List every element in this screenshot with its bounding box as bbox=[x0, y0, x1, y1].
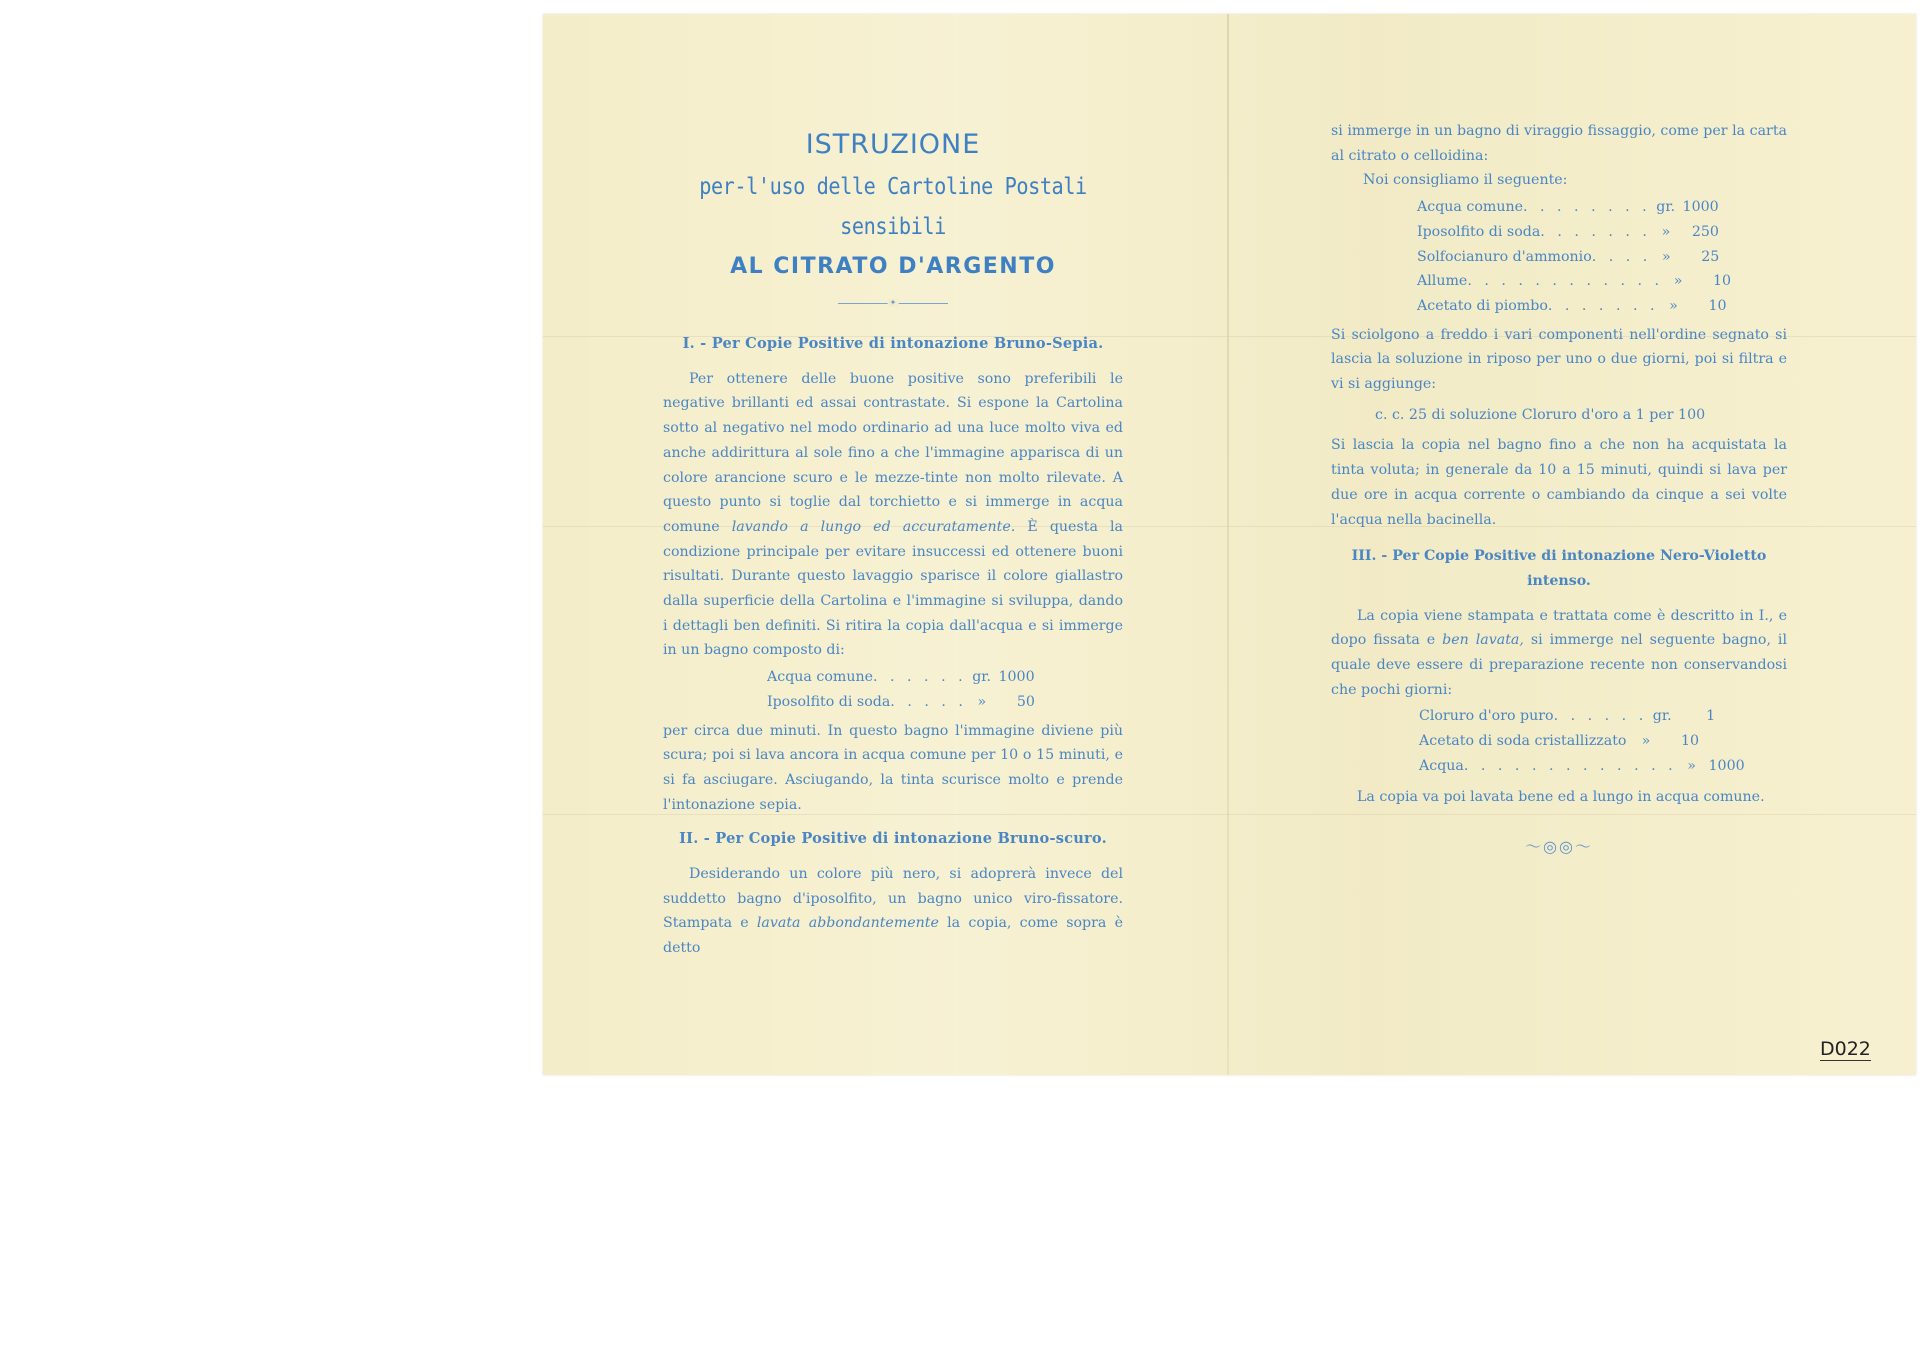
section-2-paragraph-2: Si sciolgono a freddo i vari componenti nell'ordine segnato si lascia la soluzione in riposo per uno o due giorni, poi si filtra e vi si aggiunge: bbox=[1331, 326, 1787, 393]
recipe-row: Acqua comune . . . . . . . . gr. 1000 bbox=[1417, 199, 1719, 216]
recipe-row: Acqua . . . . . . . . . . . . . » 1000 bbox=[1419, 757, 1745, 774]
right-page bbox=[1331, 119, 1787, 860]
recipe-row: Solfocianuro d'ammonio . . . . » 25 bbox=[1417, 248, 1720, 265]
recipe-row: Cloruro d'oro puro . . . . . . gr. 1 bbox=[1419, 708, 1716, 725]
recipe-row: Iposolfito di soda . . . . . . . » 250 bbox=[1417, 223, 1719, 240]
title-divider bbox=[838, 298, 948, 307]
recipe-row: Iposolfito di soda . . . . . » 50 bbox=[767, 693, 1035, 710]
divider-ornament-icon: ✦ bbox=[889, 298, 897, 307]
recipe-row: Allume . . . . . . . . . . . . » 10 bbox=[1417, 273, 1732, 290]
recipe-row: Acqua comune . . . . . . gr. 1000 bbox=[767, 669, 1035, 686]
recipe-row: Acetato di piombo . . . . . . . » 10 bbox=[1417, 297, 1727, 314]
section-2-suggestion: Noi consigliamo il seguente: bbox=[1363, 172, 1568, 189]
section-1-heading: I. - Per Copie Positive di intonazione Bruno-Sepia. bbox=[682, 335, 1104, 352]
recipe-row: Acetato di soda cristallizzato » 10 bbox=[1419, 733, 1699, 750]
section-3-heading: III. - Per Copie Positive di intonazione Nero-Violetto intenso. bbox=[1351, 548, 1767, 589]
recipe-2 bbox=[1417, 195, 1732, 319]
section-3-paragraph: La copia viene stampata e trattata come è descritto in I., e dopo fissata e ben lavata, si immerge nel seguente bagno, il quale deve essere di preparazione recente non conservandosi che pochi giorni: bbox=[1331, 607, 1787, 698]
left-page bbox=[663, 127, 1123, 961]
section-2-heading: II. - Per Copie Positive di intonazione Bruno-scuro. bbox=[679, 830, 1107, 848]
section-1-paragraph: Per ottenere delle buone positive sono preferibili le negative brillanti ed assai contrastate. Si espone la Cartolina sotto al negativo nel modo ordinario ad una luce molto viva ed anche addirittura al sole fino a che l'immagine apparisca di un colore arancione scuro e le mezze-tinte non molto rilevate. A questo punto si toglie dal torchietto e si immerge in acqua comune lavando a lungo ed accuratamente. È questa la condizione principale per evitare insuccessi ed ottenere buoni risultati. Durante questo lavaggio sparisce il colore giallastro dalla superficie della Cartolina e l'immagine si sviluppa, dando i dettagli ben definiti. Si ritira la copia dall'acqua e si immerge in un bagno composto di: bbox=[663, 370, 1124, 659]
section-3-paragraph-2: La copia va poi lavata bene ed a lungo in acqua comune. bbox=[1357, 788, 1765, 805]
end-ornament-icon: 〜◎◎〜 bbox=[1525, 837, 1593, 857]
archive-label: D022 bbox=[1820, 1038, 1871, 1060]
section-1-paragraph-2: per circa due minuti. In questo bagno l'immagine diviene più scura; poi si lava ancora in acqua comune per 10 o 15 minuti, e si fa asciugare. Asciugando, la tinta scurisce molto e prende l'intonazione sepia. bbox=[663, 722, 1123, 813]
document-sheet bbox=[543, 14, 1916, 1075]
section-2-paragraph-3: Si lascia la copia nel bagno fino a che non ha acquistata la tinta voluta; in generale da 10 a 15 minuti, quindi si lava per due ore in acqua corrente o cambiando da cinque a sei volte l'acqua nella bacinella. bbox=[1331, 437, 1787, 528]
section-2-continuation: si immerge in un bagno di viraggio fissaggio, come per la carta al citrato o celloidina: bbox=[1331, 123, 1787, 164]
title-istruzione: ISTRUZIONE bbox=[805, 129, 981, 160]
recipe-1 bbox=[767, 665, 1035, 714]
section-2-paragraph: Desiderando un colore più nero, si adoprerà invece del suddetto bagno d'iposolfito, un bagno unico viro-fissatore. Stampata e lavata abbondantemente la copia, come sopra è detto bbox=[663, 866, 1124, 957]
title-citrato: AL CITRATO D'ARGENTO bbox=[730, 254, 1056, 279]
recipe-3 bbox=[1419, 704, 1745, 778]
gold-chloride-line: c. c. 25 di soluzione Cloruro d'oro a 1 per 100 bbox=[1375, 406, 1706, 423]
fold-line-vertical bbox=[1227, 14, 1229, 1075]
title-subtitle: per-l'uso delle Cartoline Postali sensibili bbox=[699, 174, 1087, 240]
